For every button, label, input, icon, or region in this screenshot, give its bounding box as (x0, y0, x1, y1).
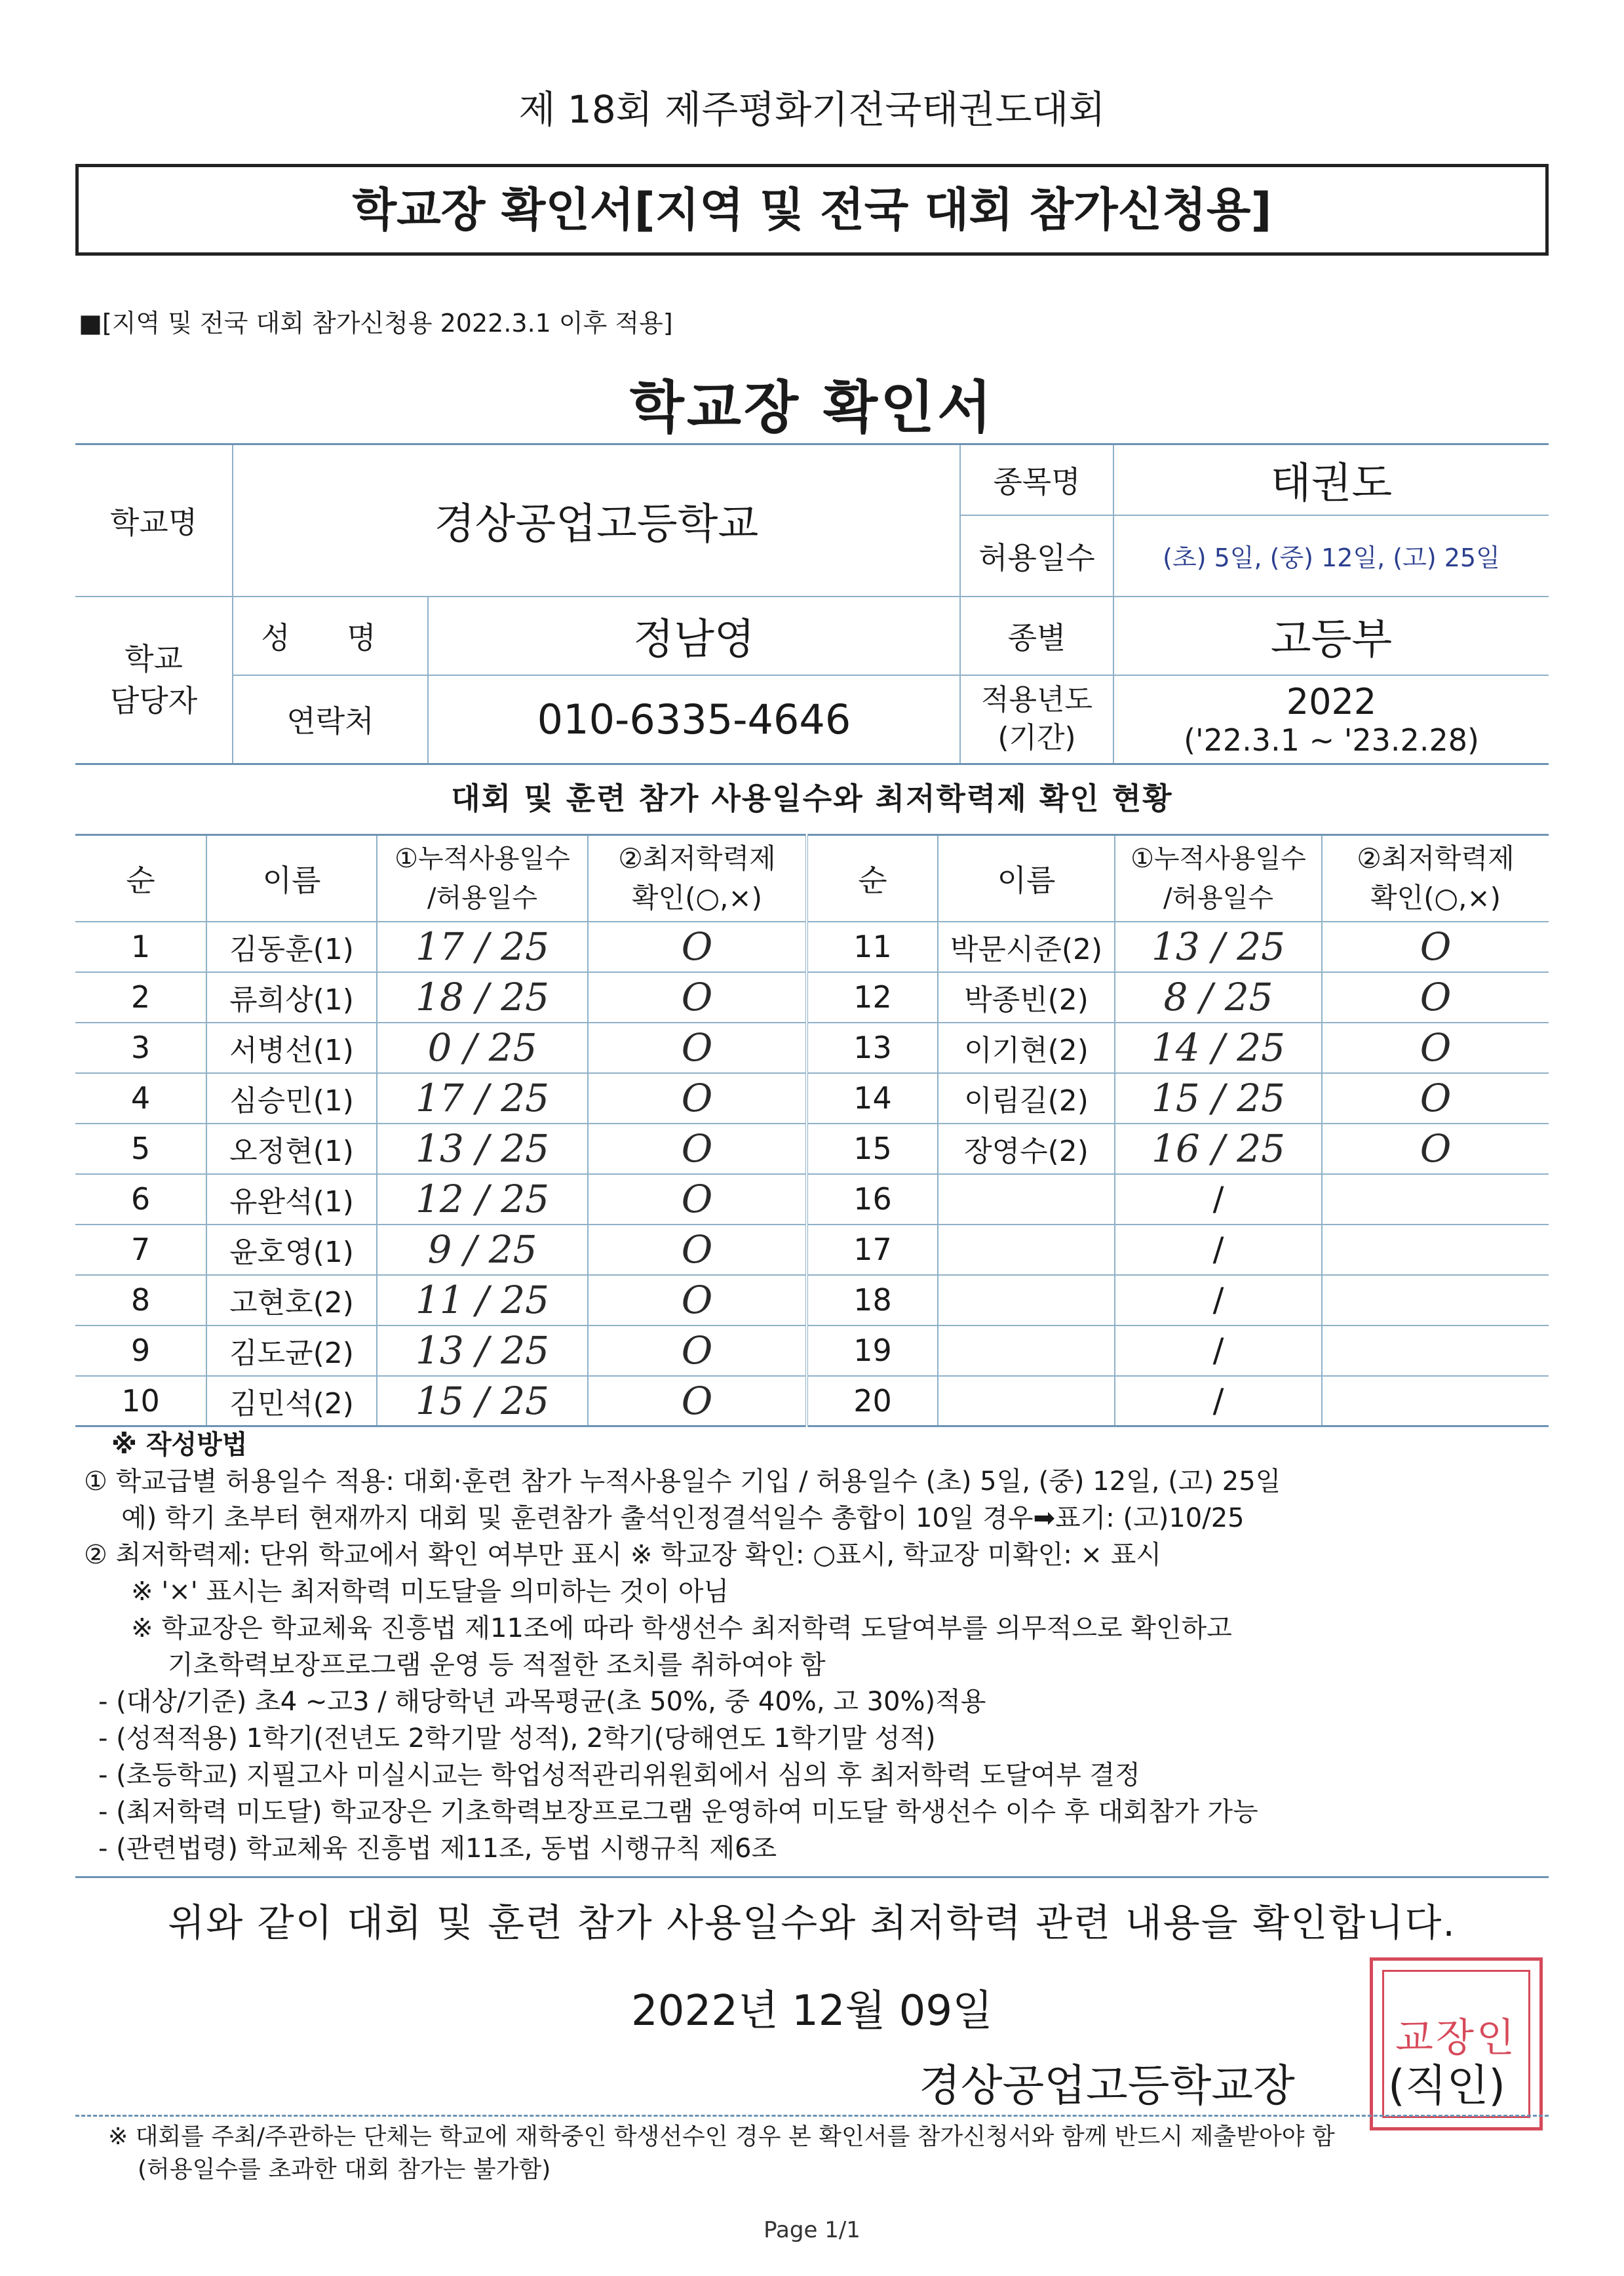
signature-date: 2022년 12월 09일 (631, 1987, 993, 2035)
row-check: O (588, 1174, 807, 1225)
note-line: - (초등학교) 지필고사 미실시교는 학업성적관리위원회에서 심의 후 최저학력 도달여부 결정 (98, 1760, 1140, 1790)
row-seq: 15 (807, 1124, 938, 1174)
row-check (1322, 1225, 1549, 1275)
table-row (75, 1023, 1549, 1073)
row-days: 12 / 25 (377, 1174, 588, 1225)
table-row (75, 1174, 1549, 1225)
confirmation-text: 위와 같이 대회 및 훈련 참가 사용일수와 최저학력 관련 내용을 확인합니다. (168, 1900, 1456, 1945)
row-check: O (588, 1225, 807, 1275)
row-days: 17 / 25 (377, 1073, 588, 1124)
row-seq: 16 (807, 1174, 938, 1225)
note-line: 기초학력보장프로그램 운영 등 적절한 조치를 취하여야 함 (168, 1650, 826, 1680)
row-check: O (588, 1275, 807, 1325)
row-seq: 19 (807, 1325, 938, 1376)
row-name (938, 1325, 1115, 1376)
school-info-table (75, 443, 1549, 765)
row-name: 김민석(2) (206, 1376, 377, 1426)
row-check (1322, 1376, 1549, 1426)
row-seq: 10 (75, 1376, 206, 1426)
row-name (938, 1275, 1115, 1325)
row-days: 17 / 25 (377, 922, 588, 972)
row-name: 장영수(2) (938, 1124, 1115, 1174)
name-label: 성 명 (233, 597, 428, 675)
row-name: 이림길(2) (938, 1073, 1115, 1124)
row-seq: 6 (75, 1174, 206, 1225)
row-name: 박종빈(2) (938, 972, 1115, 1023)
row-days: 18 / 25 (377, 972, 588, 1023)
row-check: O (1322, 1023, 1549, 1073)
row-days: 11 / 25 (377, 1275, 588, 1325)
row-check: O (588, 1023, 807, 1073)
row-name (938, 1174, 1115, 1225)
row-seq: 4 (75, 1073, 206, 1124)
note-line: - (대상/기준) 초4 ~고3 / 해당학년 과목평균(초 50%, 중 40%, 고 30%)적용 (98, 1687, 986, 1717)
row-name (938, 1376, 1115, 1426)
section-title: 대회 및 훈련 참가 사용일수와 최저학력제 확인 현황 (451, 781, 1173, 816)
division-label: 종별 (960, 597, 1113, 675)
school-name-label: 학교명 (75, 444, 233, 597)
row-check (1322, 1275, 1549, 1325)
row-days: / (1115, 1275, 1322, 1325)
row-seq: 2 (75, 972, 206, 1023)
note-line: ※ '×' 표시는 최저학력 미도달을 의미하는 것이 아님 (131, 1577, 729, 1607)
table-row (75, 1124, 1549, 1174)
row-days: / (1115, 1325, 1322, 1376)
boxed-title: 학교장 확인서[지역 및 전국 대회 참가신청용] (352, 183, 1272, 237)
row-name: 윤호영(1) (206, 1225, 377, 1275)
table-row (75, 922, 1549, 972)
notes-divider (75, 1876, 1549, 1878)
row-check (1322, 1174, 1549, 1225)
row-name: 심승민(1) (206, 1073, 377, 1124)
row-check: O (588, 1073, 807, 1124)
row-seq: 7 (75, 1225, 206, 1275)
form-caption: ■[지역 및 전국 대회 참가신청용 2022.3.1 이후 적용] (79, 309, 673, 338)
row-check: O (588, 1124, 807, 1174)
row-days: / (1115, 1376, 1322, 1426)
row-days: 13 / 25 (377, 1325, 588, 1376)
sport-label: 종목명 (960, 444, 1113, 515)
row-name: 유완석(1) (206, 1174, 377, 1225)
row-seq: 9 (75, 1325, 206, 1376)
row-seq: 8 (75, 1275, 206, 1325)
row-seq: 12 (807, 972, 938, 1023)
note-line: ① 학교급별 허용일수 적용: 대회·훈련 참가 누적사용일수 기입 / 허용일수 (초) 5일, (중) 12일, (고) 25일 (84, 1466, 1281, 1497)
header-days-right: ①누적사용일수 /허용일수 (1115, 835, 1322, 922)
year-value: 2022 (1286, 680, 1377, 722)
row-name: 오정현(1) (206, 1124, 377, 1174)
contact-person-label: 학교 담당자 (75, 597, 233, 764)
phone-value: 010-6335-4646 (428, 675, 960, 764)
row-check (1322, 1325, 1549, 1376)
event-title: 제 18회 제주평화기전국태권도대회 (518, 87, 1106, 132)
allowed-days-value: (초) 5일, (중) 12일, (고) 25일 (1113, 515, 1549, 597)
row-days: 14 / 25 (1115, 1023, 1322, 1073)
table-row (75, 1225, 1549, 1275)
row-check: O (1322, 1124, 1549, 1174)
boxed-title-frame (75, 164, 1549, 256)
note-line: ② 최저학력제: 단위 학교에서 확인 여부만 표시 ※ 학교장 확인: ○표시, 학교장 미확인: × 표시 (84, 1540, 1162, 1570)
row-check: O (588, 1376, 807, 1426)
row-name: 박문시준(2) (938, 922, 1115, 972)
row-days: 8 / 25 (1115, 972, 1322, 1023)
row-check: O (588, 922, 807, 972)
row-seq: 5 (75, 1124, 206, 1174)
row-name: 서병선(1) (206, 1023, 377, 1073)
note-line: 예) 학기 초부터 현재까지 대회 및 훈련참가 출석인정결석일수 총합이 10일 경우➡표기: (고)10/25 (121, 1503, 1245, 1533)
footer-note: ※ 대회를 주최/주관하는 단체는 학교에 재학중인 학생선수인 경우 본 확인서를 참가신청서와 함께 반드시 제출받아야 함 (108, 2123, 1335, 2150)
header-name-left: 이름 (206, 835, 377, 922)
row-days: 13 / 25 (1115, 922, 1322, 972)
row-days: 0 / 25 (377, 1023, 588, 1073)
row-check: O (1322, 972, 1549, 1023)
school-name-value: 경상공업고등학교 (233, 444, 960, 597)
row-seq: 20 (807, 1376, 938, 1426)
page-number: Page 1/1 (764, 2217, 860, 2243)
row-name: 류희상(1) (206, 972, 377, 1023)
row-days: 15 / 25 (377, 1376, 588, 1426)
row-check: O (1322, 922, 1549, 972)
footer-note-sub: (허용일수를 초과한 대회 참가는 불가함) (138, 2156, 551, 2183)
row-seq: 18 (807, 1275, 938, 1325)
row-seq: 3 (75, 1023, 206, 1073)
seal-label: (직인) (1388, 2060, 1506, 2111)
note-line: - (성적적용) 1학기(전년도 2학기말 성적), 2학기(당해연도 1학기말 성적) (98, 1723, 936, 1754)
principal-name: 경상공업고등학교장 (919, 2060, 1295, 2111)
document-title: 학교장 확인서 (629, 375, 995, 441)
row-days: / (1115, 1174, 1322, 1225)
row-seq: 1 (75, 922, 206, 972)
row-days: 9 / 25 (377, 1225, 588, 1275)
notes-heading: ※ 작성방법 (111, 1430, 248, 1460)
note-line: ※ 학교장은 학교체육 진흥법 제11조에 따라 학생선수 최저학력 도달여부를 의무적으로 확인하고 (131, 1613, 1232, 1643)
header-seq-left: 순 (75, 835, 206, 922)
allowed-days-label: 허용일수 (960, 515, 1113, 597)
roster-table (75, 834, 1549, 1427)
row-name: 고현호(2) (206, 1275, 377, 1325)
row-days: 15 / 25 (1115, 1073, 1322, 1124)
note-line: - (관련법령) 학교체육 진흥법 제11조, 동법 시행규칙 제6조 (98, 1834, 777, 1864)
sport-value: 태권도 (1113, 444, 1549, 515)
row-check: O (1322, 1073, 1549, 1124)
row-seq: 17 (807, 1225, 938, 1275)
row-name: 김동훈(1) (206, 922, 377, 972)
header-name-right: 이름 (938, 835, 1115, 922)
row-check: O (588, 1325, 807, 1376)
row-seq: 11 (807, 922, 938, 972)
row-days: 16 / 25 (1115, 1124, 1322, 1174)
division-value: 고등부 (1113, 597, 1549, 675)
seal-stamp-text: 교장인 (1395, 2015, 1517, 2061)
header-seq-right: 순 (807, 835, 938, 922)
row-name: 이기현(2) (938, 1023, 1115, 1073)
row-check: O (588, 972, 807, 1023)
row-days: 13 / 25 (377, 1124, 588, 1174)
phone-label: 연락처 (233, 675, 428, 764)
table-row (75, 972, 1549, 1023)
year-label: 적용년도 (기간) (960, 675, 1113, 764)
note-line: - (최저학력 미도달) 학교장은 기초학력보장프로그램 운영하여 미도달 학생선수 이수 후 대회참가 가능 (98, 1797, 1258, 1827)
table-row (75, 1376, 1549, 1426)
header-days-left: ①누적사용일수 /허용일수 (377, 835, 588, 922)
row-name (938, 1225, 1115, 1275)
name-value: 정남영 (428, 597, 960, 675)
period-value: ('22.3.1 ~ '23.2.28) (1184, 722, 1479, 758)
table-row (75, 1325, 1549, 1376)
row-seq: 13 (807, 1023, 938, 1073)
footer-divider (75, 2115, 1549, 2117)
row-days: / (1115, 1225, 1322, 1275)
header-check-left: ②최저학력제 확인(○,×) (588, 835, 807, 922)
header-check-right: ②최저학력제 확인(○,×) (1322, 835, 1549, 922)
table-row (75, 1275, 1549, 1325)
row-seq: 14 (807, 1073, 938, 1124)
row-name: 김도균(2) (206, 1325, 377, 1376)
table-row (75, 1073, 1549, 1124)
year-cell (1113, 675, 1549, 764)
